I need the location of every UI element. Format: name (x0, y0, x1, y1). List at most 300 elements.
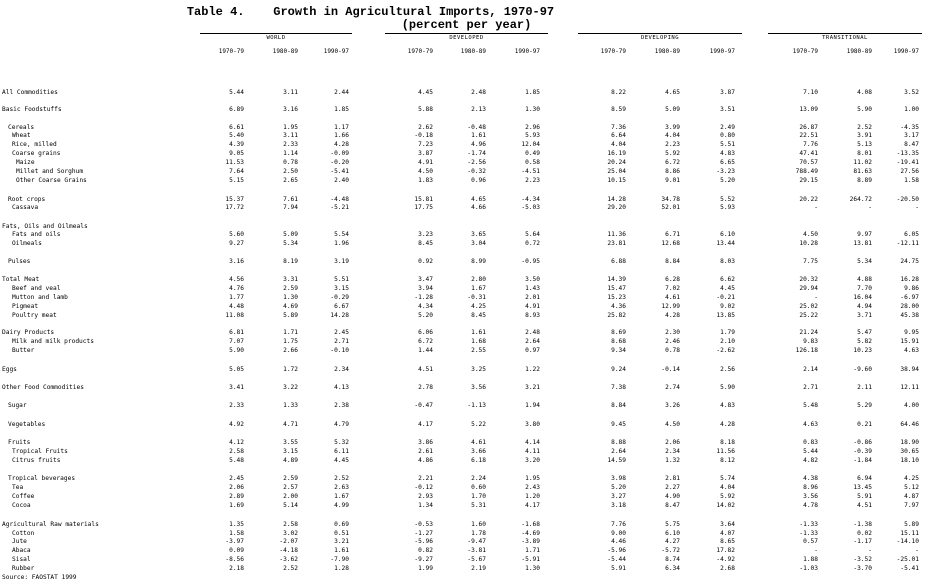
table-row (0, 538, 931, 546)
table-cell: 0.58 (525, 159, 540, 166)
table-row (0, 347, 931, 355)
table-cell: 1.83 (418, 177, 433, 184)
table-cell: 7.36 (611, 124, 626, 131)
table-cell: -4.69 (521, 530, 540, 537)
table-cell: - (868, 547, 872, 554)
table-cell: -0.53 (414, 521, 433, 528)
table-cell: -5.96 (414, 538, 433, 545)
table-cell: 4.91 (525, 303, 540, 310)
table-cell: 264.72 (849, 196, 872, 203)
table-cell: 45.38 (900, 312, 919, 319)
table-cell: 7.10 (803, 89, 818, 96)
table-cell: 8.12 (720, 457, 735, 464)
table-row (0, 521, 931, 529)
row-label: Wheat (12, 132, 31, 139)
table-cell: 2.21 (418, 475, 433, 482)
table-row (0, 530, 931, 538)
table-cell: 28.00 (900, 303, 919, 310)
table-cell: 5.93 (525, 132, 540, 139)
row-label: Cocoa (12, 502, 31, 509)
period-header: 1980-89 (272, 48, 298, 55)
period-header: 1970-79 (407, 48, 433, 55)
table-row (0, 168, 931, 176)
table-cell: 4.34 (418, 303, 433, 310)
table-cell: 2.61 (418, 448, 433, 455)
table-row (0, 141, 931, 149)
table-cell: 52.01 (661, 204, 680, 211)
table-cell: -20.50 (896, 196, 919, 203)
table-cell: 1.35 (229, 521, 244, 528)
table-cell: 5.48 (803, 402, 818, 409)
table-cell: 13.85 (716, 312, 735, 319)
table-cell: 5.92 (665, 150, 680, 157)
table-cell: 4.38 (803, 475, 818, 482)
table-cell: 6.61 (229, 124, 244, 131)
table-cell: 1.30 (525, 565, 540, 572)
table-cell: 8.22 (611, 89, 626, 96)
table-cell: 4.28 (720, 421, 735, 428)
table-cell: 47.41 (799, 150, 818, 157)
table-cell: 6.10 (665, 530, 680, 537)
table-cell: 23.81 (607, 240, 626, 247)
table-cell: 14.28 (330, 312, 349, 319)
table-cell: 4.17 (525, 502, 540, 509)
table-cell: 5.52 (720, 196, 735, 203)
table-cell: 6.71 (665, 231, 680, 238)
table-cell: 1.22 (525, 366, 540, 373)
table-cell: 2.71 (334, 338, 349, 345)
row-label: Total Meat (2, 276, 40, 283)
table-cell: 4.99 (334, 502, 349, 509)
table-cell: 3.16 (229, 258, 244, 265)
table-cell: 64.46 (900, 421, 919, 428)
table-cell: 16.19 (607, 150, 626, 157)
table-cell: 11.02 (853, 159, 872, 166)
table-cell: 5.88 (418, 106, 433, 113)
table-cell: 2.23 (665, 141, 680, 148)
table-cell: 1.85 (525, 89, 540, 96)
row-label: Fruits (8, 439, 31, 446)
table-cell: 4.50 (803, 231, 818, 238)
table-cell: 5.05 (229, 366, 244, 373)
table-cell: -3.52 (853, 556, 872, 563)
table-cell: -4.34 (521, 196, 540, 203)
table-cell: 2.81 (665, 475, 680, 482)
table-cell: 2.80 (471, 276, 486, 283)
table-cell: 2.34 (334, 366, 349, 373)
table-cell: 4.27 (665, 538, 680, 545)
table-cell: 8.86 (665, 168, 680, 175)
table-cell: 81.63 (853, 168, 872, 175)
table-row (0, 565, 931, 573)
table-cell: 2.52 (334, 475, 349, 482)
table-cell: 12.68 (661, 240, 680, 247)
table-cell: 3.20 (525, 457, 540, 464)
table-row (0, 285, 931, 293)
row-label: Rice, milled (12, 141, 57, 148)
table-cell: 1.96 (334, 240, 349, 247)
table-cell: 3.25 (471, 366, 486, 373)
table-cell: -1.28 (414, 294, 433, 301)
table-cell: 3.11 (283, 89, 298, 96)
table-row (0, 493, 931, 501)
row-label: Coarse grains (12, 150, 61, 157)
table-cell: 8.74 (665, 556, 680, 563)
table-cell: -5.67 (467, 556, 486, 563)
table-row (0, 312, 931, 320)
row-label: Maize (16, 159, 35, 166)
row-label: Tropical beverages (8, 475, 76, 482)
table-cell: 5.90 (857, 106, 872, 113)
table-cell: 2.33 (229, 402, 244, 409)
table-cell: 2.14 (803, 366, 818, 373)
row-label: Pigmeat (12, 303, 39, 310)
table-cell: 4.46 (611, 538, 626, 545)
table-cell: - (814, 547, 818, 554)
period-header: 1980-89 (846, 48, 872, 55)
table-cell: 1.99 (418, 565, 433, 572)
table-cell: 3.66 (471, 448, 486, 455)
table-row (0, 177, 931, 185)
table-cell: -0.29 (330, 294, 349, 301)
table-cell: 3.41 (229, 384, 244, 391)
table-cell: 2.46 (665, 338, 680, 345)
row-label: Fats and oils (12, 231, 61, 238)
table-cell: 1.00 (904, 106, 919, 113)
table-cell: 4.65 (665, 89, 680, 96)
table-cell: 20.22 (799, 196, 818, 203)
row-label: Vegetables (8, 421, 46, 428)
group-header-world: WORLD (200, 33, 352, 44)
table-row (0, 547, 931, 555)
table-cell: 2.93 (418, 493, 433, 500)
table-cell: 1.95 (283, 124, 298, 131)
table-cell: 9.02 (720, 303, 735, 310)
table-cell: -2.07 (279, 538, 298, 545)
table-cell: 8.69 (611, 329, 626, 336)
table-cell: 0.60 (471, 484, 486, 491)
table-row (0, 204, 931, 212)
table-row (0, 448, 931, 456)
table-cell: -7.90 (330, 556, 349, 563)
table-cell: 7.76 (803, 141, 818, 148)
table-cell: 5.32 (334, 439, 349, 446)
table-cell: 5.74 (720, 475, 735, 482)
table-cell: 4.63 (803, 421, 818, 428)
table-cell: 6.72 (418, 338, 433, 345)
table-cell: 2.40 (334, 177, 349, 184)
table-cell: 4.14 (525, 439, 540, 446)
table-cell: 4.94 (857, 303, 872, 310)
row-label: Cereals (8, 124, 35, 131)
table-cell: 8.18 (720, 439, 735, 446)
table-cell: 4.83 (720, 150, 735, 157)
table-cell: -1.17 (853, 538, 872, 545)
table-cell: 13.45 (853, 484, 872, 491)
source-note: Source: FAOSTAT 1999 (2, 574, 77, 581)
table-cell: 9.05 (229, 150, 244, 157)
table-cell: 25.82 (607, 312, 626, 319)
table-cell: -1.27 (414, 530, 433, 537)
table-cell: 2.68 (720, 565, 735, 572)
table-row (0, 421, 931, 429)
table-cell: 7.61 (283, 196, 298, 203)
table-row (0, 457, 931, 465)
table-cell: 5.20 (418, 312, 433, 319)
table-cell: 2.78 (418, 384, 433, 391)
period-header: 1980-89 (460, 48, 486, 55)
period-header: 1970-79 (218, 48, 244, 55)
table-cell: 2.33 (283, 141, 298, 148)
table-cell: 12.04 (521, 141, 540, 148)
row-label: Pulses (8, 258, 31, 265)
table-cell: -0.09 (330, 150, 349, 157)
table-cell: 0.80 (720, 132, 735, 139)
table-cell: 2.18 (229, 565, 244, 572)
table-cell: 3.21 (525, 384, 540, 391)
row-label: Sisal (12, 556, 31, 563)
table-cell: 3.47 (418, 276, 433, 283)
table-cell: 8.68 (611, 338, 626, 345)
table-cell: 0.57 (803, 538, 818, 545)
row-label: Butter (12, 347, 35, 354)
row-label: Millet and Sorghum (16, 168, 84, 175)
table-cell: -3.70 (853, 565, 872, 572)
table-cell: 11.08 (225, 312, 244, 319)
table-cell: 5.82 (857, 338, 872, 345)
table-cell: -14.10 (896, 538, 919, 545)
table-cell: 1.71 (283, 329, 298, 336)
table-cell: 14.02 (716, 502, 735, 509)
period-header: 1980-89 (654, 48, 680, 55)
table-cell: 20.32 (799, 276, 818, 283)
row-label: Rubber (12, 565, 35, 572)
table-cell: -5.21 (330, 204, 349, 211)
table-cell: 4.45 (334, 457, 349, 464)
table-cell: 10.15 (607, 177, 626, 184)
table-row (0, 484, 931, 492)
table-cell: -0.14 (661, 366, 680, 373)
group-header-developing: DEVELOPING (578, 33, 742, 44)
table-cell: 5.34 (857, 258, 872, 265)
table-cell: 2.58 (229, 448, 244, 455)
table-cell: 8.96 (803, 484, 818, 491)
table-cell: 8.89 (857, 177, 872, 184)
table-row (0, 384, 931, 392)
table-cell: 2.00 (283, 493, 298, 500)
table-cell: 8.99 (471, 258, 486, 265)
table-cell: - (814, 294, 818, 301)
table-cell: 0.72 (525, 240, 540, 247)
table-cell: 1.61 (471, 329, 486, 336)
row-label: Cassava (12, 204, 39, 211)
table-row (0, 402, 931, 410)
table-cell: 2.59 (283, 475, 298, 482)
table-cell: 1.79 (720, 329, 735, 336)
table-cell: -5.96 (607, 547, 626, 554)
row-label: Milk and milk products (12, 338, 94, 345)
table-cell: 4.82 (803, 457, 818, 464)
table-cell: -3.81 (467, 547, 486, 554)
table-cell: 8.88 (611, 439, 626, 446)
table-cell: -2.56 (467, 159, 486, 166)
table-cell: 9.86 (904, 285, 919, 292)
table-cell: 2.52 (283, 565, 298, 572)
table-cell: 4.90 (665, 493, 680, 500)
table-cell: 3.23 (418, 231, 433, 238)
table-cell: 3.65 (471, 231, 486, 238)
table-cell: 3.26 (665, 402, 680, 409)
table-cell: 9.97 (857, 231, 872, 238)
table-cell: 9.01 (665, 177, 680, 184)
table-cell: 5.47 (857, 329, 872, 336)
table-cell: 6.67 (334, 303, 349, 310)
table-cell: 16.04 (853, 294, 872, 301)
table-cell: 3.11 (283, 132, 298, 139)
table-cell: 4.50 (418, 168, 433, 175)
table-cell: 4.39 (229, 141, 244, 148)
table-cell: 3.22 (283, 384, 298, 391)
row-label: Fats, Oils and Oilmeals (2, 223, 88, 230)
table-cell: -12.11 (896, 240, 919, 247)
table-cell: 12.99 (661, 303, 680, 310)
table-cell: 4.86 (418, 457, 433, 464)
table-cell: 5.12 (904, 484, 919, 491)
table-cell: 4.61 (665, 294, 680, 301)
table-cell: 5.14 (283, 502, 298, 509)
table-cell: 0.49 (525, 150, 540, 157)
table-cell: 1.33 (283, 402, 298, 409)
table-cell: 15.23 (607, 294, 626, 301)
table-cell: 6.65 (720, 159, 735, 166)
table-cell: 4.51 (857, 502, 872, 509)
table-cell: 5.75 (665, 521, 680, 528)
table-cell: 7.07 (229, 338, 244, 345)
table-cell: - (915, 204, 919, 211)
table-cell: 7.23 (418, 141, 433, 148)
table-cell: 4.45 (720, 285, 735, 292)
table-cell: 8.47 (904, 141, 919, 148)
row-label: Dairy Products (2, 329, 55, 336)
table-cell: 2.57 (283, 484, 298, 491)
table-cell: 3.99 (665, 124, 680, 131)
table-cell: -1.13 (467, 402, 486, 409)
row-label: Mutton and lamb (12, 294, 68, 301)
table-cell: -3.62 (279, 556, 298, 563)
table-cell: 1.61 (471, 132, 486, 139)
table-cell: 0.78 (665, 347, 680, 354)
table-cell: 8.45 (418, 240, 433, 247)
table-cell: 1.78 (471, 530, 486, 537)
table-cell: 8.84 (665, 258, 680, 265)
table-cell: 1.94 (525, 402, 540, 409)
table-cell: 4.25 (471, 303, 486, 310)
table-cell: 3.87 (720, 89, 735, 96)
table-cell: 2.66 (283, 347, 298, 354)
table-row (0, 276, 931, 284)
table-cell: 8.84 (611, 402, 626, 409)
row-label: Eggs (2, 366, 17, 373)
table-cell: 4.08 (857, 89, 872, 96)
table-cell: 5.51 (334, 276, 349, 283)
table-cell: 15.37 (225, 196, 244, 203)
table-cell: 4.04 (720, 484, 735, 491)
table-cell: 5.34 (283, 240, 298, 247)
table-cell: 11.53 (225, 159, 244, 166)
table-cell: 5.91 (857, 493, 872, 500)
table-cell: 6.11 (334, 448, 349, 455)
table-cell: 5.22 (471, 421, 486, 428)
table-cell: 9.83 (803, 338, 818, 345)
table-cell: 3.21 (334, 538, 349, 545)
table-cell: 1.28 (334, 565, 349, 572)
table-cell: -0.18 (414, 132, 433, 139)
table-cell: 4.78 (803, 502, 818, 509)
table-row (0, 240, 931, 248)
table-cell: 0.69 (334, 521, 349, 528)
table-cell: 2.06 (229, 484, 244, 491)
table-cell: 1.95 (525, 475, 540, 482)
table-cell: 3.80 (525, 421, 540, 428)
table-cell: 2.50 (283, 168, 298, 175)
table-cell: 5.89 (904, 521, 919, 528)
table-cell: 7.70 (857, 285, 872, 292)
table-cell: 10.23 (853, 347, 872, 354)
table-cell: 11.36 (607, 231, 626, 238)
table-cell: 1.71 (525, 547, 540, 554)
table-cell: 2.58 (283, 521, 298, 528)
table-cell: -1.03 (799, 565, 818, 572)
table-cell: 3.56 (803, 493, 818, 500)
table-cell: 4.96 (471, 141, 486, 148)
table-cell: 4.28 (665, 312, 680, 319)
row-label: Beef and veal (12, 285, 61, 292)
table-cell: 9.34 (611, 347, 626, 354)
table-cell: 1.67 (471, 285, 486, 292)
table-cell: 6.34 (665, 565, 680, 572)
table-cell: 2.64 (611, 448, 626, 455)
table-cell: 1.77 (229, 294, 244, 301)
table-subtitle: (percent per year) (401, 18, 532, 32)
table-cell: 0.82 (418, 547, 433, 554)
row-label: Basic Foodstuffs (2, 106, 62, 113)
table-cell: 3.17 (904, 132, 919, 139)
table-cell: 6.88 (611, 258, 626, 265)
table-cell: 9.95 (904, 329, 919, 336)
table-cell: 1.67 (334, 493, 349, 500)
table-cell: 3.55 (283, 439, 298, 446)
table-cell: 2.34 (665, 448, 680, 455)
period-header: 1970-79 (600, 48, 626, 55)
table-row (0, 159, 931, 167)
table-cell: 3.19 (334, 258, 349, 265)
period-header: 1970-79 (792, 48, 818, 55)
table-cell: 2.55 (471, 347, 486, 354)
table-cell: 126.18 (795, 347, 818, 354)
row-label: Root crops (8, 196, 46, 203)
table-cell: -5.72 (661, 547, 680, 554)
table-cell: -1.38 (853, 521, 872, 528)
table-cell: 2.89 (229, 493, 244, 500)
table-row (0, 303, 931, 311)
table-cell: 5.90 (720, 384, 735, 391)
table-cell: 2.74 (665, 384, 680, 391)
table-cell: 4.69 (283, 303, 298, 310)
table-cell: -5.91 (521, 556, 540, 563)
table-cell: 3.51 (720, 106, 735, 113)
table-cell: 0.78 (283, 159, 298, 166)
table-cell: 1.32 (665, 457, 680, 464)
